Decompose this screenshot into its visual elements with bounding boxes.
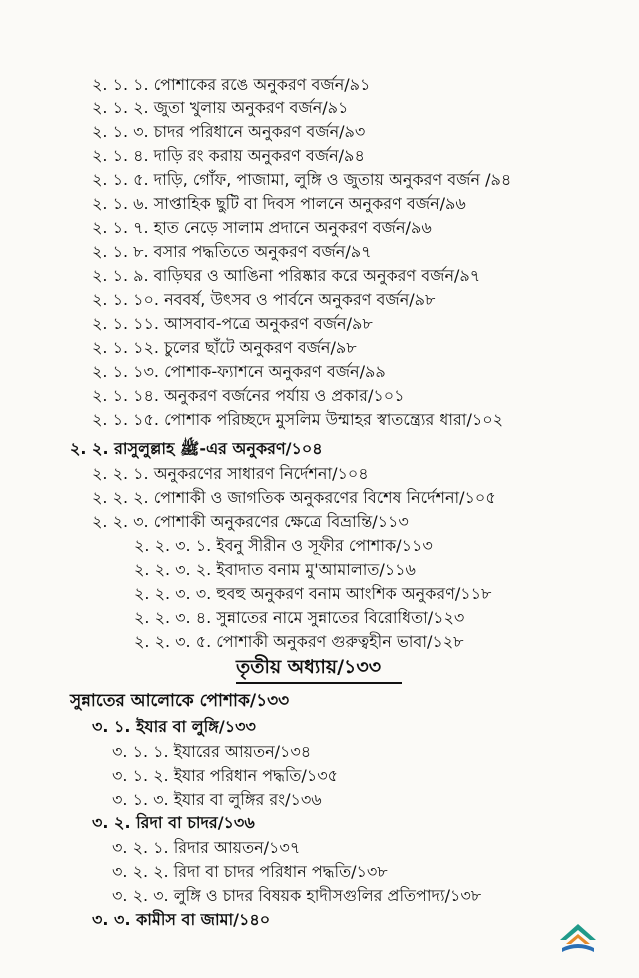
toc-entry: ২. ১. ১৪. অনুকরণ বর্জনের পর্যায় ও প্রকার/১০১ — [92, 386, 405, 405]
chapter-underline — [236, 682, 402, 684]
toc-entry: ৩. ২. ১. রিদার আয়তন/১৩৭ — [112, 838, 301, 857]
toc-entry: ২. ১. ১. পোশাকের রঙে অনুকরণ বর্জন/৯১ — [92, 75, 371, 94]
toc-entry: ২. ২. ৩. ৫. পোশাকী অনুকরণ গুরুত্বহীন ভাবা/১২৮ — [134, 632, 464, 651]
toc-entry: ২. ১. ৬. সাপ্তাহিক ছুটি বা দিবস পালনে অনুকরণ বর্জন/৯৬ — [92, 194, 466, 213]
toc-entry: ২. ১. ১৩. পোশাক-ফ্যাশনে অনুকরণ বর্জন/৯৯ — [92, 362, 386, 381]
toc-entry: ৩. ২. ২. রিদা বা চাদর পরিধান পদ্ধতি/১৩৮ — [112, 862, 388, 881]
publisher-logo-icon — [556, 918, 600, 956]
toc-section-heading: ৩. ১. ইযার বা লুঙ্গি/১৩৩ — [92, 717, 256, 736]
toc-entry: ৩. ১. ১. ইযারের আয়তন/১৩৪ — [112, 742, 312, 761]
chapter-title: তৃতীয় অধ্যায়/১৩৩ — [236, 656, 382, 678]
toc-entry: ২. ১. ৮. বসার পদ্ধতিতে অনুকরণ বর্জন/৯৭ — [92, 242, 372, 261]
toc-entry: ২. ২. ৩. পোশাকী অনুকরণের ক্ষেত্রে বিভ্রান্তি/১১৩ — [92, 512, 409, 531]
toc-entry: ২. ১. ৪. দাড়ি রং করায় অনুকরণ বর্জন/৯৪ — [92, 146, 365, 165]
toc-section-heading: ৩. ৩. কামীস বা জামা/১৪০ — [92, 910, 271, 929]
toc-entry: ৩. ২. ৩. লুঙ্গি ও চাদর বিষয়ক হাদীসগুলির প্রতিপাদ্য/১৩৮ — [112, 886, 482, 905]
toc-entry: ২. ১. ৭. হাত নেড়ে সালাম প্রদানে অনুকরণ বর্জন/৯৬ — [92, 218, 432, 237]
toc-entry: ২. ১. ৫. দাড়ি, গোঁফ, পাজামা, লুঙ্গি ও জুতায় অনুকরণ বর্জন /৯৪ — [92, 170, 512, 189]
toc-section-heading: ৩. ২. রিদা বা চাদর/১৩৬ — [92, 813, 255, 832]
toc-entry: ৩. ১. ৩. ইযার বা লুঙ্গির রং/১৩৬ — [112, 790, 322, 809]
toc-entry: ২. ১. ১০. নববর্ষ, উৎসব ও পার্বনে অনুকরণ বর্জন/৯৮ — [92, 290, 436, 309]
toc-entry: ২. ২. ১. অনুকরণের সাধারণ নির্দেশনা/১০৪ — [92, 464, 369, 483]
toc-entry: ২. ২. ২. পোশাকী ও জাগতিক অনুকরণের বিশেষ নির্দেশনা/১০৫ — [92, 488, 496, 507]
toc-entry: ২. ২. ৩. ১. ইবনু সীরীন ও সূফীর পোশাক/১১৩ — [134, 536, 433, 555]
toc-part-heading: সুন্নাতের আলোকে পোশাক/১৩৩ — [70, 691, 290, 711]
toc-entry: ২. ১. ৩. চাদর পরিধানে অনুকরণ বর্জন/৯৩ — [92, 122, 366, 141]
toc-entry: ২. ১. ১৫. পোশাক পরিচ্ছদে মুসলিম উম্মাহর স্বাতন্ত্র্যের ধারা/১০২ — [92, 410, 504, 429]
toc-entry: ২. ১. ২. জুতা খুলায় অনুকরণ বর্জন/৯১ — [92, 98, 349, 117]
toc-section-heading: ২. ২. রাসুলুল্লাহ ﷺ-এর অনুকরণ/১০৪ — [70, 439, 323, 458]
toc-entry: ২. ১. ১২. চুলের ছাঁটে অনুকরণ বর্জন/৯৮ — [92, 338, 357, 357]
toc-entry: ৩. ১. ২. ইযার পরিধান পদ্ধতি/১৩৫ — [112, 766, 338, 785]
toc-entry: ২. ২. ৩. ৪. সুন্নাতের নামে সুন্নাতের বিরোধিতা/১২৩ — [134, 608, 465, 627]
toc-entry: ২. ১. ৯. বাড়িঘর ও আঙিনা পরিষ্কার করে অনুকরণ বর্জন/৯৭ — [92, 266, 481, 285]
toc-entry: ২. ১. ১১. আসবাব-পত্রে অনুকরণ বর্জন/৯৮ — [92, 314, 373, 333]
toc-entry: ২. ২. ৩. ২. ইবাদাত বনাম মু'আমালাত/১১৬ — [134, 560, 416, 579]
toc-entry: ২. ২. ৩. ৩. হুবহু অনুকরণ বনাম আংশিক অনুকরণ/১১৮ — [134, 584, 492, 603]
